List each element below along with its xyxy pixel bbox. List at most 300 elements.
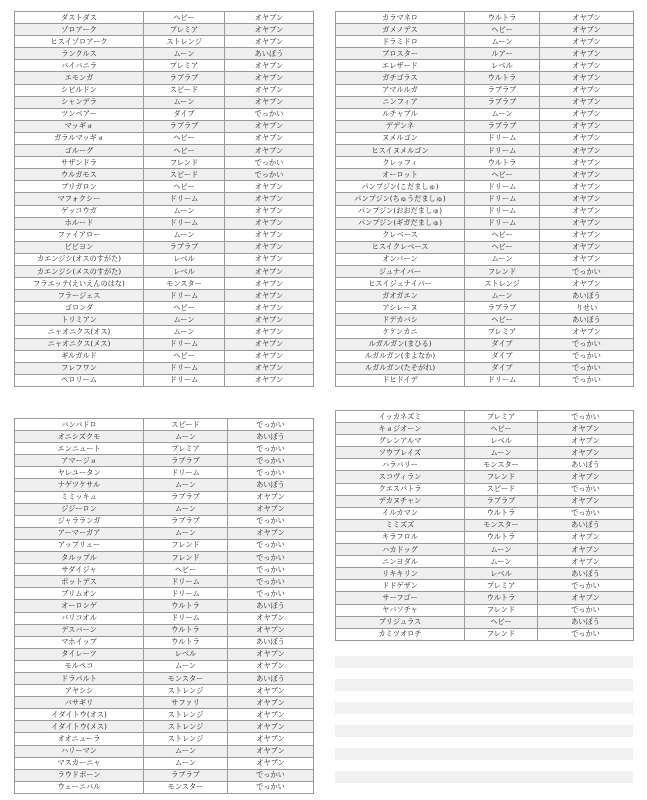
ball-cell: ドリーム [465, 132, 540, 144]
status-cell: オヤブン [228, 527, 314, 539]
status-cell: オヤブン [540, 96, 634, 108]
status-cell: オヤブン [540, 60, 634, 72]
ball-cell: ウルトラ [465, 531, 538, 543]
table-row [15, 314, 314, 326]
ball-cell: レベル [144, 265, 225, 277]
empty-row [335, 725, 633, 737]
ball-cell: ムーン [144, 660, 228, 672]
pokemon-name-cell: キラフロル [336, 531, 465, 543]
pokemon-name-cell: ドヒドイデ [336, 374, 465, 386]
table-2 [335, 11, 634, 387]
ball-cell: ラブラブ [465, 96, 540, 108]
pokemon-name-cell: アマルルガ [336, 84, 465, 96]
pokemon-name-cell: カエンジシ(オスのすがた) [15, 253, 144, 265]
table-row [15, 612, 314, 624]
status-cell: オヤブン [540, 145, 634, 157]
pokemon-name-cell: パンプジン(ちゅうだましゅ) [336, 193, 465, 205]
table-row [15, 157, 314, 169]
table-row [15, 588, 314, 600]
status-cell: オヤブン [225, 278, 314, 290]
table-row [336, 519, 634, 531]
table-row [15, 205, 314, 217]
empty-row [335, 679, 633, 691]
ball-cell: モンスター [465, 459, 538, 471]
status-cell: でっかい [538, 507, 634, 519]
pokemon-name-cell: ブリガロン [15, 181, 144, 193]
pokemon-name-cell: パンプジン(おおだましゅ) [336, 205, 465, 217]
pokemon-name-cell: ゴルーグ [15, 145, 144, 157]
ball-cell: ウルトラ [465, 507, 538, 519]
ball-cell: ダイブ [465, 350, 540, 362]
table-row [15, 769, 314, 781]
pokemon-name-cell: アシレーヌ [336, 302, 465, 314]
pokemon-name-cell: ヒスイクレベース [336, 241, 465, 253]
ball-cell: フレンド [465, 265, 540, 277]
ball-cell: ムーン [144, 326, 225, 338]
table-row [15, 302, 314, 314]
pokemon-name-cell: ニンフィア [336, 96, 465, 108]
pokemon-name-cell: ラウドボーン [15, 769, 144, 781]
ball-cell: ドリーム [465, 145, 540, 157]
table-row [15, 36, 314, 48]
status-cell: オヤブン [538, 592, 634, 604]
ball-cell: フレンド [144, 539, 228, 551]
pokemon-name-cell: フラエッテ(えいえんのはな) [15, 278, 144, 290]
ball-cell: ヘビー [144, 145, 225, 157]
ball-cell: フレンド [144, 157, 225, 169]
pokemon-name-cell: ファイアロー [15, 229, 144, 241]
table-row [15, 374, 314, 386]
table-row [336, 314, 634, 326]
pokemon-name-cell: シビルドン [15, 84, 144, 96]
status-cell: オヤブン [225, 374, 314, 386]
status-cell: オヤブン [540, 157, 634, 169]
status-cell: あいぼう [228, 600, 314, 612]
pokemon-name-cell: ダストダス [15, 12, 144, 24]
table-1 [14, 11, 314, 387]
status-cell: でっかい [538, 628, 634, 640]
ball-cell: サファリ [144, 697, 228, 709]
ball-cell: ラブラブ [465, 495, 538, 507]
table-row [336, 290, 634, 302]
pokemon-name-cell: ヒスイヌメルゴン [336, 145, 465, 157]
ball-cell: フレンド [144, 552, 228, 564]
ball-cell: ラブラブ [465, 302, 540, 314]
status-cell: りせい [540, 302, 634, 314]
ball-cell: ドリーム [144, 374, 225, 386]
status-cell: オヤブン [225, 314, 314, 326]
pokemon-name-cell: オンバーン [336, 253, 465, 265]
ball-cell: モンスター [144, 672, 228, 684]
status-cell: オヤブン [225, 326, 314, 338]
ball-cell: ムーン [144, 229, 225, 241]
pokemon-name-cell: カラマネロ [336, 12, 465, 24]
ball-cell: スピード [144, 419, 228, 431]
table-row [336, 265, 634, 277]
status-cell: オヤブン [540, 278, 634, 290]
table-body [336, 411, 634, 641]
ball-cell: ダイブ [144, 108, 225, 120]
pokemon-name-cell: モルペコ [15, 660, 144, 672]
ball-cell: レベル [144, 253, 225, 265]
table-row [15, 265, 314, 277]
status-cell: でっかい [225, 169, 314, 181]
table-row [15, 217, 314, 229]
pokemon-name-cell: イルカマン [336, 507, 465, 519]
table-row [15, 169, 314, 181]
pokemon-name-cell: ドデカバシ [336, 314, 465, 326]
status-cell: オヤブン [225, 145, 314, 157]
status-cell: でっかい [540, 374, 634, 386]
ball-cell: ムーン [144, 96, 225, 108]
pokemon-name-cell: ミミッキュ [15, 491, 144, 503]
table-row [336, 507, 634, 519]
ball-cell: ムーン [465, 544, 538, 556]
pokemon-name-cell: ルチャブル [336, 108, 465, 120]
table-row [336, 435, 634, 447]
status-cell: あいぼう [538, 568, 634, 580]
pokemon-name-cell: バサギリ [15, 697, 144, 709]
table-row [336, 108, 634, 120]
pokemon-name-cell: スコヴィラン [336, 471, 465, 483]
status-cell: オヤブン [540, 24, 634, 36]
status-cell: オヤブン [540, 169, 634, 181]
pokemon-name-cell: タイレーツ [15, 648, 144, 660]
pokemon-name-cell: マッギョ [15, 120, 144, 132]
pokemon-name-cell: カミツオロチ [336, 628, 465, 640]
ball-cell: ラブラブ [465, 84, 540, 96]
status-cell: オヤブン [225, 24, 314, 36]
ball-cell: ヘビー [144, 132, 225, 144]
status-cell: オヤブン [225, 350, 314, 362]
table-row [15, 685, 314, 697]
ball-cell: プレミア [144, 24, 225, 36]
ball-cell: ドリーム [465, 181, 540, 193]
pokemon-name-cell: カエンジシ(メスのすがた) [15, 265, 144, 277]
table-row [336, 205, 634, 217]
status-cell: オヤブン [538, 423, 634, 435]
pokemon-name-cell: デスバーン [15, 624, 144, 636]
status-cell: でっかい [538, 604, 634, 616]
ball-cell: ウルトラ [465, 157, 540, 169]
table-row [15, 733, 314, 745]
pokemon-name-cell: ケケンカニ [336, 326, 465, 338]
table-row [336, 531, 634, 543]
status-cell: オヤブン [225, 253, 314, 265]
table-row [336, 447, 634, 459]
pokemon-name-cell: サーフゴー [336, 592, 465, 604]
pokemon-name-cell: ガチゴラス [336, 72, 465, 84]
pokemon-name-cell: ヌメルゴン [336, 132, 465, 144]
empty-row [335, 702, 633, 714]
ball-cell: ドリーム [144, 467, 228, 479]
ball-cell: ラブラブ [144, 769, 228, 781]
ball-cell: ヘビー [144, 12, 225, 24]
ball-cell: ストレンジ [465, 278, 540, 290]
table-row [15, 132, 314, 144]
status-cell: あいぼう [228, 431, 314, 443]
table-row [15, 552, 314, 564]
status-cell: オヤブン [538, 435, 634, 447]
table-row [336, 72, 634, 84]
pokemon-name-cell: オーロット [336, 169, 465, 181]
status-cell: でっかい [228, 588, 314, 600]
table-row [336, 326, 634, 338]
status-cell: オヤブン [538, 495, 634, 507]
table-row [336, 544, 634, 556]
table-row [336, 278, 634, 290]
ball-cell: ストレンジ [144, 709, 228, 721]
ball-cell: ムーン [144, 745, 228, 757]
ball-cell: ドリーム [144, 576, 228, 588]
pokemon-name-cell: アーマーガア [15, 527, 144, 539]
ball-cell: ドリーム [465, 217, 540, 229]
pokemon-name-cell: ホルード [15, 217, 144, 229]
ball-cell: スピード [465, 483, 538, 495]
ball-cell: モンスター [144, 278, 225, 290]
table-row [15, 467, 314, 479]
status-cell: でっかい [228, 455, 314, 467]
status-cell: オヤブン [540, 12, 634, 24]
table-row [15, 479, 314, 491]
pokemon-name-cell: デカヌチャン [336, 495, 465, 507]
status-cell: あいぼう [540, 290, 634, 302]
table-row [15, 84, 314, 96]
status-cell: オヤブン [540, 132, 634, 144]
status-cell: オヤブン [225, 229, 314, 241]
table-row [336, 24, 634, 36]
table-row [15, 120, 314, 132]
pokemon-name-cell: バンバドロ [15, 419, 144, 431]
ball-cell: ヘビー [465, 616, 538, 628]
ball-cell: ドリーム [144, 290, 225, 302]
ball-cell: ウルトラ [465, 592, 538, 604]
pokemon-name-cell: リキキリン [336, 568, 465, 580]
table-row [336, 157, 634, 169]
table-row [336, 616, 634, 628]
ball-cell: ドリーム [144, 612, 228, 624]
status-cell: でっかい [228, 576, 314, 588]
pokemon-name-cell: ヤレユータン [15, 467, 144, 479]
ball-cell: ラブラブ [144, 72, 225, 84]
pokemon-name-cell: フラージェス [15, 290, 144, 302]
status-cell: オヤブン [540, 205, 634, 217]
ball-cell: ストレンジ [144, 733, 228, 745]
status-cell: でっかい [228, 467, 314, 479]
ball-cell: プレミア [144, 443, 228, 455]
ball-cell: レベル [144, 648, 228, 660]
table-row [336, 48, 634, 60]
table-row [336, 362, 634, 374]
status-cell: でっかい [228, 443, 314, 455]
table-row [336, 350, 634, 362]
table-row [15, 96, 314, 108]
table-row [15, 600, 314, 612]
ball-cell: ラブラブ [144, 120, 225, 132]
table-row [15, 624, 314, 636]
ball-cell: ムーン [144, 48, 225, 60]
ball-cell: ヘビー [465, 229, 540, 241]
status-cell: あいぼう [225, 48, 314, 60]
status-cell: あいぼう [538, 616, 634, 628]
table-row [336, 374, 634, 386]
status-cell: オヤブン [228, 757, 314, 769]
table-row [336, 495, 634, 507]
status-cell: でっかい [540, 338, 634, 350]
status-cell: オヤブン [540, 241, 634, 253]
status-cell: でっかい [225, 108, 314, 120]
table-row [336, 556, 634, 568]
table-row [336, 302, 634, 314]
table-row [15, 443, 314, 455]
pokemon-name-cell: クエスパトラ [336, 483, 465, 495]
pokemon-name-cell: エモンガ [15, 72, 144, 84]
pokemon-name-cell: ハリーマン [15, 745, 144, 757]
table-row [15, 564, 314, 576]
ball-cell: ダイブ [465, 362, 540, 374]
ball-cell: モンスター [144, 781, 228, 793]
table-row [15, 636, 314, 648]
status-cell: オヤブン [225, 302, 314, 314]
ball-cell: ダイブ [465, 338, 540, 350]
status-cell: でっかい [538, 580, 634, 592]
pokemon-name-cell: ペロリーム [15, 374, 144, 386]
ball-cell: ヘビー [465, 24, 540, 36]
table-row [336, 628, 634, 640]
ball-cell: ドリーム [465, 205, 540, 217]
pokemon-name-cell: ウルガモス [15, 169, 144, 181]
pokemon-name-cell: ジャラランガ [15, 515, 144, 527]
pokemon-name-cell: ビビヨン [15, 241, 144, 253]
ball-cell: スピード [144, 169, 225, 181]
ball-cell: レベル [465, 568, 538, 580]
table-row [15, 24, 314, 36]
pokemon-name-cell: ニャオニクス(メス) [15, 338, 144, 350]
table-row [15, 660, 314, 672]
status-cell: オヤブン [540, 36, 634, 48]
ball-cell: ヘビー [144, 350, 225, 362]
table-row [336, 423, 634, 435]
status-cell: オヤブン [225, 36, 314, 48]
table-row [15, 648, 314, 660]
pokemon-name-cell: ヒスイゾロアーク [15, 36, 144, 48]
status-cell: オヤブン [228, 745, 314, 757]
table-row [15, 145, 314, 157]
table-row [15, 12, 314, 24]
pokemon-name-cell: キョジオーン [336, 423, 465, 435]
ball-cell: ラブラブ [144, 241, 225, 253]
pokemon-name-cell: イダイトウ(メス) [15, 721, 144, 733]
table-row [336, 36, 634, 48]
table-row [15, 338, 314, 350]
ball-cell: ストレンジ [144, 685, 228, 697]
ball-cell: ムーン [465, 253, 540, 265]
status-cell: オヤブン [225, 84, 314, 96]
table-row [15, 781, 314, 793]
table-row [15, 431, 314, 443]
ball-cell: ムーン [144, 205, 225, 217]
table-row [15, 253, 314, 265]
ball-cell: ウルトラ [144, 600, 228, 612]
status-cell: あいぼう [538, 519, 634, 531]
table-row [336, 338, 634, 350]
table-row [15, 757, 314, 769]
table-row [15, 515, 314, 527]
status-cell: あいぼう [228, 479, 314, 491]
status-cell: オヤブン [228, 733, 314, 745]
ball-cell: ドリーム [144, 338, 225, 350]
status-cell: オヤブン [540, 217, 634, 229]
table-row [336, 229, 634, 241]
status-cell: オヤブン [225, 96, 314, 108]
status-cell: でっかい [228, 419, 314, 431]
table-row [15, 362, 314, 374]
status-cell: でっかい [228, 552, 314, 564]
empty-row [335, 656, 633, 668]
table-row [336, 459, 634, 471]
pokemon-name-cell: マホイップ [15, 636, 144, 648]
ball-cell: ヘビー [144, 302, 225, 314]
empty-row [335, 771, 633, 783]
table-row [336, 604, 634, 616]
pokemon-name-cell: マスカーニャ [15, 757, 144, 769]
status-cell: オヤブン [225, 338, 314, 350]
ball-cell: プレミア [465, 411, 538, 423]
pokemon-name-cell: トリミアン [15, 314, 144, 326]
ball-cell: プレミア [144, 60, 225, 72]
ball-cell: ムーン [144, 431, 228, 443]
status-cell: でっかい [538, 483, 634, 495]
pokemon-name-cell: ルガルガン(まひる) [336, 338, 465, 350]
table-row [336, 84, 634, 96]
pokemon-name-cell: ガラルマッギョ [15, 132, 144, 144]
ball-cell: ラブラブ [144, 491, 228, 503]
pokemon-name-cell: ゴロンダ [15, 302, 144, 314]
pokemon-name-cell: ニンヨダル [336, 556, 465, 568]
table-row [15, 108, 314, 120]
status-cell: オヤブン [540, 229, 634, 241]
status-cell: オヤブン [538, 531, 634, 543]
pokemon-name-cell: ガオガエン [336, 290, 465, 302]
status-cell: オヤブン [225, 120, 314, 132]
pokemon-name-cell: ゾロアーク [15, 24, 144, 36]
table-row [336, 217, 634, 229]
status-cell: あいぼう [228, 636, 314, 648]
ball-cell: ヘビー [465, 241, 540, 253]
ball-cell: モンスター [465, 519, 538, 531]
pokemon-name-cell: イダイトウ(オス) [15, 709, 144, 721]
status-cell: オヤブン [225, 205, 314, 217]
table-row [15, 672, 314, 684]
pokemon-name-cell: ルガルガン(まよなか) [336, 350, 465, 362]
table-row [15, 290, 314, 302]
status-cell: オヤブン [540, 84, 634, 96]
status-cell: あいぼう [538, 459, 634, 471]
ball-cell: ウルトラ [465, 12, 540, 24]
pokemon-name-cell: ドドゲザン [336, 580, 465, 592]
pokemon-name-cell: グレンアルマ [336, 435, 465, 447]
status-cell: でっかい [228, 564, 314, 576]
ball-cell: ムーン [144, 503, 228, 515]
ball-cell: ストレンジ [144, 721, 228, 733]
ball-cell: フレンド [465, 471, 538, 483]
table-body [15, 419, 314, 794]
ball-cell: プレミア [465, 326, 540, 338]
pokemon-name-cell: シャンデラ [15, 96, 144, 108]
ball-cell: ドリーム [465, 193, 540, 205]
ball-cell: ヘビー [144, 564, 228, 576]
status-cell: オヤブン [540, 326, 634, 338]
